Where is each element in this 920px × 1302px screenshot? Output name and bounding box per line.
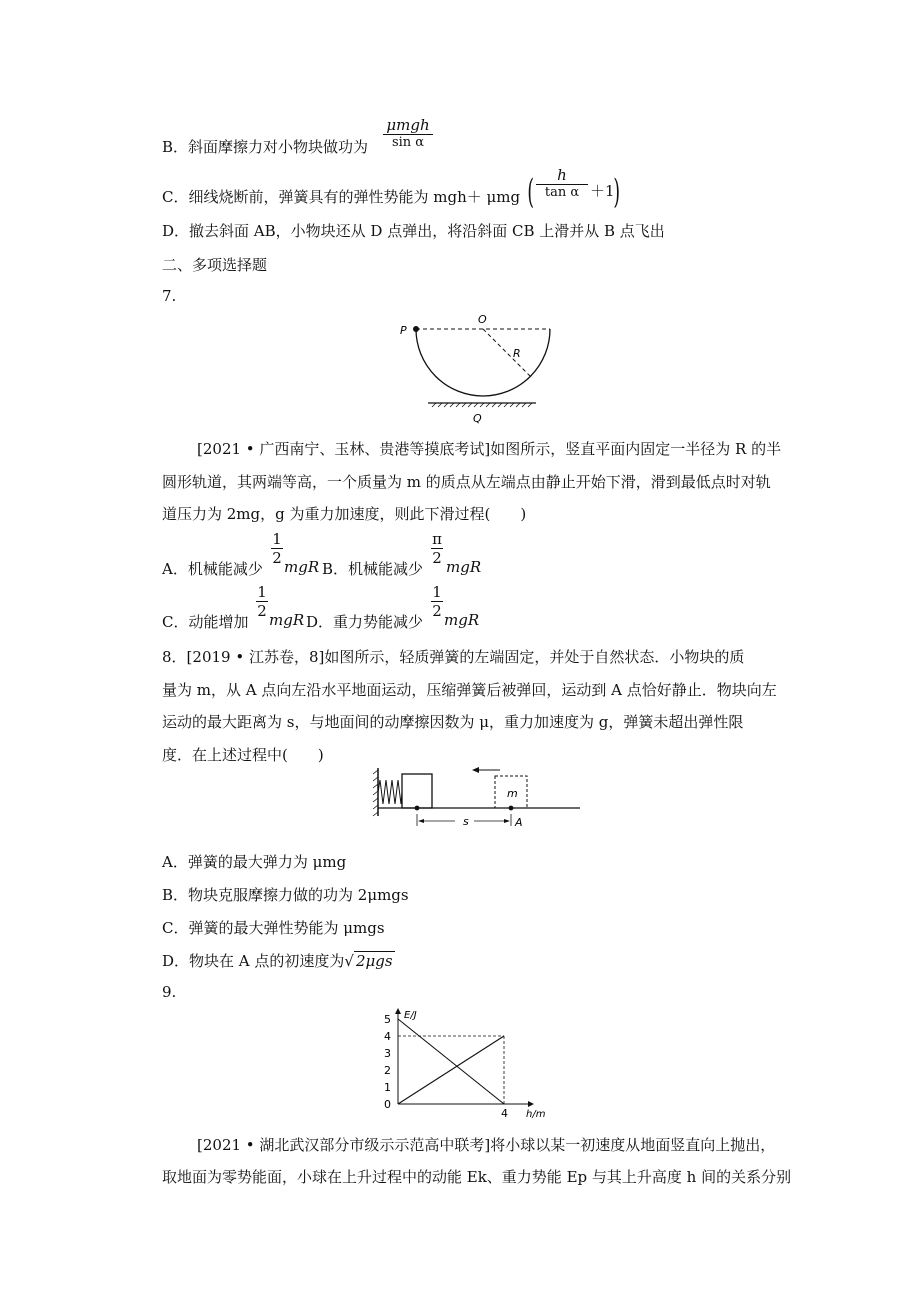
x-axis-label: h/m	[526, 1109, 546, 1120]
q6-option-c-tail: ＋1	[590, 182, 615, 200]
sqrt-sign: √	[344, 952, 354, 970]
q7-option-d-fraction: 1 2	[432, 583, 442, 620]
q6-option-b	[162, 136, 368, 157]
point-left	[415, 806, 420, 811]
q6-option-c-numerator: h	[557, 166, 567, 184]
q7-option-a: A．机械能减少	[162, 560, 263, 578]
y-tick-label: 2	[384, 1064, 391, 1077]
q6-option-b-denominator: sin α	[391, 135, 425, 150]
q7-figure	[390, 310, 570, 430]
spring	[378, 780, 402, 804]
q6-option-c-text: C．细线烧断前，弹簧具有的弹性势能为 mgh＋ μmg	[162, 188, 521, 206]
q7-option-a-tail: mgR	[284, 558, 320, 576]
q7-option-c-fraction: 1 2	[257, 583, 267, 620]
label-s: s	[463, 815, 469, 828]
q8-stem-line2: 量为 m，从 A 点向左沿水平地面运动，压缩弹簧后被弹回，运动到 A 点恰好静止．物块向左	[162, 681, 777, 699]
label-o: O	[478, 313, 487, 326]
q9-stem-line2: 取地面为零势能面，小球在上升过程中的动能 Ek、重力势能 Ep 与其上升高度 h 间的关系分别	[162, 1168, 792, 1186]
x-tick-label: 4	[501, 1107, 508, 1120]
y-tick-label: 3	[384, 1047, 391, 1060]
block-compressed	[402, 774, 432, 808]
semicircle-track	[416, 329, 550, 396]
sqrt-radicand: 2μgs	[355, 952, 393, 970]
q7-option-b-fraction: π 2	[432, 530, 442, 567]
q9-number: 9.	[162, 983, 177, 1001]
series-line-1	[398, 1019, 504, 1104]
q7-option-b-tail: mgR	[446, 558, 482, 576]
q6-option-b-text: B．斜面摩擦力对小物块做功为	[162, 138, 369, 156]
y-tick-label: 5	[384, 1013, 391, 1026]
y-tick-label: 0	[384, 1098, 391, 1111]
series-line-2	[398, 1036, 504, 1104]
q6-option-c-fraction	[536, 166, 588, 200]
q9-stem-line1: [2021 • 湖北武汉部分市级示示范高中联考]将小球以某一初速度从地面竖直向上抛出，	[197, 1136, 776, 1154]
q8-stem-line4: 度．在上述过程中( )	[162, 746, 324, 764]
q7-option-c: C．动能增加	[162, 613, 249, 631]
q9-energy-chart	[370, 1008, 550, 1123]
q7-number: 7.	[162, 287, 177, 305]
q6-option-d	[162, 220, 665, 241]
q8-stem-line1: 8．[2019 • 江苏卷，8]如图所示，轻质弹簧的左端固定，并处于自然状态．小物块的质	[162, 648, 745, 666]
y-axis-label: E/J	[404, 1010, 417, 1021]
radius-line	[483, 329, 530, 376]
q8-option-c: C．弹簧的最大弹性势能为 μmgs	[162, 919, 385, 937]
label-m: m	[507, 787, 518, 800]
y-tick-label: 1	[384, 1081, 391, 1094]
ground-hatching	[432, 403, 532, 407]
label-a: A	[515, 816, 523, 829]
q8-stem-line3: 运动的最大距离为 s，与地面间的动摩擦因数为 μ，重力加速度为 g，弹簧未超出弹性限	[162, 713, 744, 731]
q6-option-c	[162, 186, 520, 207]
q8-option-d: D．物块在 A 点的初速度为√ 2μgs	[162, 952, 393, 970]
q6-option-c-paren-left: (	[527, 172, 534, 212]
q8-figure	[370, 764, 585, 834]
q6-option-c-denominator: tan α	[544, 185, 580, 200]
q7-option-c-tail: mgR	[269, 611, 305, 629]
label-q: Q	[473, 412, 482, 425]
label-r: R	[513, 347, 521, 360]
q7-stem-line1: [2021 • 广西南宁、玉林、贵港等摸底考试]如图所示，竖直平面内固定一半径为 R 的半	[197, 440, 782, 458]
y-axis-arrow	[395, 1008, 401, 1014]
section-heading: 二、多项选择题	[162, 256, 268, 274]
q7-stem-line2: 圆形轨道，其两端等高，一个质量为 m 的质点从左端点由静止开始下滑，滑到最低点时对轨	[162, 473, 771, 491]
q7-option-d: D．重力势能减少	[306, 613, 424, 631]
x-axis-arrow	[528, 1101, 534, 1107]
q8-option-a: A．弹簧的最大弹力为 μmg	[162, 853, 347, 871]
q8-option-b: B．物块克服摩擦力做的功为 2μmgs	[162, 886, 409, 904]
q6-option-c-paren-right: )	[613, 172, 620, 212]
q6-option-b-fraction	[383, 116, 433, 150]
q6-option-d-text: D．撤去斜面 AB，小物块还从 D 点弹出，将沿斜面 CB 上滑并从 B 点飞出	[162, 222, 665, 240]
q7-option-a-fraction: 1 2	[272, 530, 282, 567]
point-p	[413, 326, 419, 332]
motion-arrow-head	[472, 767, 479, 773]
y-tick-label: 4	[384, 1030, 391, 1043]
q7-option-d-tail: mgR	[444, 611, 480, 629]
point-a	[509, 806, 514, 811]
q7-option-b: B．机械能减少	[322, 560, 424, 578]
q6-option-b-numerator: μmgh	[386, 116, 430, 134]
label-p: P	[400, 324, 407, 337]
q7-stem-line3: 道压力为 2mg，g 为重力加速度，则此下滑过程( )	[162, 505, 527, 523]
